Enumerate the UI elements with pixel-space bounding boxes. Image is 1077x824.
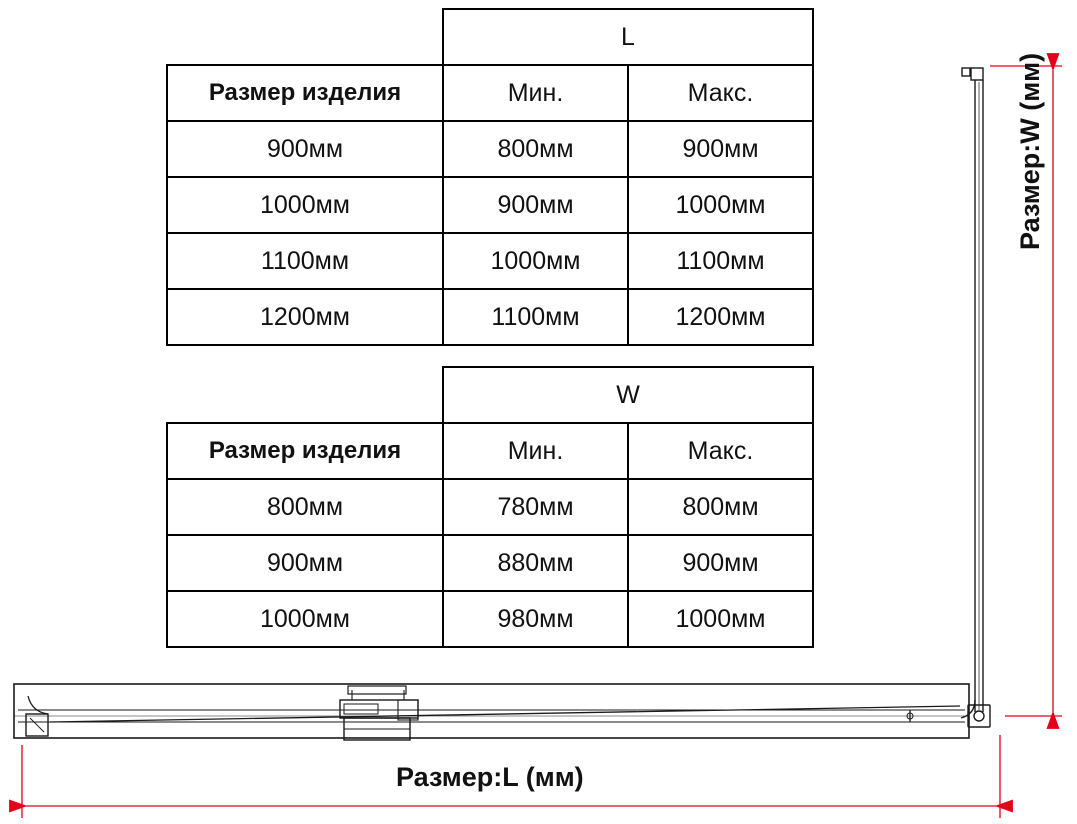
cell-product-size: 900мм xyxy=(167,535,443,591)
cell-product-size: 900мм xyxy=(167,121,443,177)
cell-product-size: 1100мм xyxy=(167,233,443,289)
carriage-base xyxy=(344,718,410,740)
table-row-header-symbol xyxy=(167,9,813,65)
carriage-slot xyxy=(344,704,378,714)
corner-post xyxy=(968,705,990,727)
table-row xyxy=(167,177,813,233)
handle-knob xyxy=(907,713,913,719)
door-handle xyxy=(907,710,913,722)
column-header-min: Мин. xyxy=(443,423,628,479)
table-row xyxy=(167,233,813,289)
pivot-hinge-icon xyxy=(974,711,984,721)
size-table-l xyxy=(166,8,814,346)
dimension-label-width: Размер:W (мм) xyxy=(1015,52,1045,250)
cell-max: 800мм xyxy=(628,479,813,535)
symbol-header-l: L xyxy=(443,9,813,65)
cell-min: 900мм xyxy=(443,177,628,233)
side-panel-w xyxy=(961,68,990,727)
cell-product-size: 1000мм xyxy=(167,177,443,233)
cell-min: 1000мм xyxy=(443,233,628,289)
cell-max: 1000мм xyxy=(628,591,813,647)
cell-product-size: 1200мм xyxy=(167,289,443,345)
column-header-min: Мин. xyxy=(443,65,628,121)
table-row-header xyxy=(167,423,813,479)
carriage-body xyxy=(340,700,418,718)
table-row xyxy=(167,479,813,535)
cell-product-size: 1000мм xyxy=(167,591,443,647)
table-row-header-symbol xyxy=(167,367,813,423)
track-frame xyxy=(14,684,969,738)
cell-max: 1200мм xyxy=(628,289,813,345)
column-header-max: Макс. xyxy=(628,423,813,479)
wall-profile-left xyxy=(26,714,48,736)
empty-corner-cell xyxy=(167,9,443,65)
dimension-label-length: Размер:L (мм) xyxy=(396,762,584,792)
column-header-max: Макс. xyxy=(628,65,813,121)
wall-profile-top xyxy=(962,68,970,76)
carriage-top-plate xyxy=(348,686,406,694)
cell-max: 1000мм xyxy=(628,177,813,233)
cell-product-size: 800мм xyxy=(167,479,443,535)
column-header-product-size: Размер изделия xyxy=(167,423,443,479)
wall-connector-left xyxy=(28,696,48,714)
cell-max: 1100мм xyxy=(628,233,813,289)
roller-carriage xyxy=(340,686,418,740)
glass-door-edge xyxy=(50,706,960,722)
cell-min: 1100мм xyxy=(443,289,628,345)
size-table-w xyxy=(166,366,814,648)
table-row xyxy=(167,591,813,647)
cell-max: 900мм xyxy=(628,535,813,591)
wall-bracket-top xyxy=(971,68,983,80)
corner-connector xyxy=(961,700,975,718)
empty-corner-cell xyxy=(167,367,443,423)
table-row xyxy=(167,121,813,177)
table-row-header xyxy=(167,65,813,121)
table-row xyxy=(167,289,813,345)
cell-min: 800мм xyxy=(443,121,628,177)
cell-min: 880мм xyxy=(443,535,628,591)
table-row xyxy=(167,535,813,591)
column-header-product-size: Размер изделия xyxy=(167,65,443,121)
carriage-end-cap xyxy=(398,700,418,720)
cell-max: 900мм xyxy=(628,121,813,177)
cell-min: 780мм xyxy=(443,479,628,535)
cell-min: 980мм xyxy=(443,591,628,647)
sliding-door-assembly-l xyxy=(14,684,969,740)
wall-hatch-left xyxy=(30,718,44,732)
symbol-header-w: W xyxy=(443,367,813,423)
